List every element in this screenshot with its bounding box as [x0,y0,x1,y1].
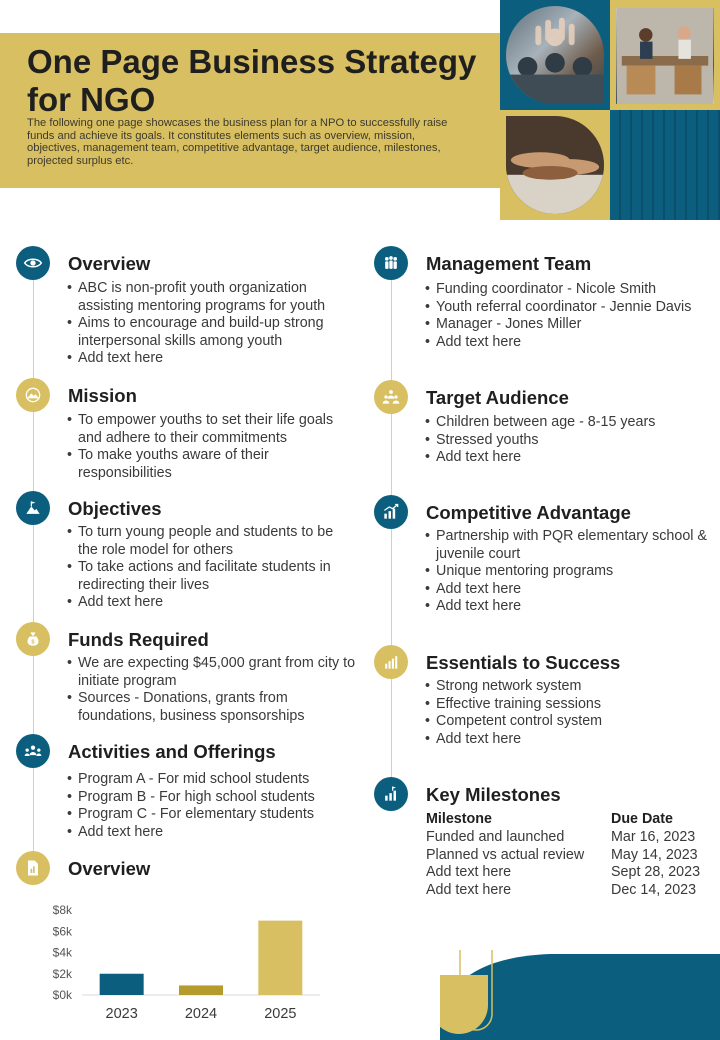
milestones-table [426,811,716,900]
milestone-cell: Planned vs actual review [426,846,585,863]
milestone-column-header: Milestone [426,811,492,827]
audience-icon [374,380,408,414]
objectives-title: Objectives [68,498,162,519]
list-item: • Children between age - 8-15 years [425,414,717,432]
list-item: • Add text here [67,824,357,842]
mission-list [67,412,352,482]
milestone-chart-icon [374,777,408,811]
list-item: • Competent control system [425,713,717,731]
stacked-hands-photo [506,116,604,214]
list-item: • Add text here [425,731,717,749]
due-date-column-header: Due Date [611,811,673,827]
page-subtitle: The following one page showcases the business plan for a NPO to successfully raise funds and achieve its goals. It constitutes elements such as overview, mission, objectives, management team, competitive advantage, target audience, milestones, projected surplus etc. [27,117,448,167]
target-audience-list [425,414,717,467]
table-header-row [426,811,716,829]
essentials-title: Essentials to Success [426,652,621,673]
objectives-list [67,524,352,612]
due-date-cell: Sept 28, 2023 [611,864,701,881]
right-timeline [391,262,392,797]
key-milestones-title: Key Milestones [426,784,561,805]
table-row [426,847,716,865]
list-item: • Add text here [67,594,352,612]
svg-text:$: $ [31,639,35,646]
mission-title: Mission [68,385,137,406]
team-icon [374,246,408,280]
competitive-advantage-list [425,528,719,616]
decorative-corner-shapes [440,950,720,1040]
list-item: • Program A - For mid school students [67,771,357,789]
management-team-list [425,281,717,351]
milestone-cell: Add text here [426,882,512,899]
list-item: • Stressed youths [425,432,717,450]
list-item: • To take actions and facilitate students in redirecting their lives [67,559,352,594]
list-item: • Add text here [67,350,347,368]
mountain-sun-icon [16,378,50,412]
y-tick-label: $6k [52,924,72,939]
y-tick-label: $4k [52,945,72,960]
table-row [426,829,716,847]
eye-icon [16,246,50,280]
x-tick-label: 2023 [105,1006,138,1022]
list-item: • Program B - For high school students [67,789,357,807]
people-network-icon [16,734,50,768]
chart-bar [258,921,302,995]
due-date-cell: Dec 14, 2023 [611,882,697,899]
list-item: • Add text here [425,334,717,352]
document-chart-icon [16,851,50,885]
y-tick-label: $8k [52,903,72,917]
list-item: • Funding coordinator - Nicole Smith [425,281,717,299]
list-item: • Partnership with PQR elementary school & juvenile court [425,528,719,563]
list-item: • Manager - Jones Miller [425,316,717,334]
bar-chart-icon [374,645,408,679]
list-item: • Add text here [425,598,719,616]
chart-overview-title: Overview [68,858,151,879]
funds-required-list [67,655,357,725]
milestone-cell: Add text here [426,864,512,881]
funding-bar-chart [40,900,340,1030]
table-row [426,864,716,882]
due-date-cell: May 14, 2023 [611,846,698,863]
activities-list [67,771,357,841]
list-item: • To empower youths to set their life goals and adhere to their commitments [67,412,352,447]
y-tick-label: $0k [52,988,72,1002]
list-item: • Add text here [425,581,719,599]
list-item: • Youth referral coordinator - Jennie Davis [425,299,717,317]
chart-bar [179,985,223,995]
list-item: • Sources - Donations, grants from foundations, business sponsorships [67,690,357,725]
y-tick-label: $2k [52,966,72,981]
list-item: • Program C - For elementary students [67,806,357,824]
management-team-title: Management Team [426,253,592,274]
left-timeline [33,262,34,872]
overview-list [67,280,347,368]
milestone-cell: Funded and launched [426,828,565,845]
page-title: One Page Business Strategy for NGO [27,43,477,118]
target-audience-title: Target Audience [426,387,569,408]
striped-decoration [610,110,720,220]
competitive-advantage-title: Competitive Advantage [426,502,631,523]
list-item: • Unique mentoring programs [425,563,719,581]
list-item: • Strong network system [425,678,717,696]
funds-required-title: Funds Required [68,629,209,650]
overview-title: Overview [68,253,151,274]
activities-title: Activities and Offerings [68,741,276,762]
list-item: • ABC is non-profit youth organization assisting mentoring programs for youth [67,280,347,315]
growth-chart-icon [374,495,408,529]
list-item: • To turn young people and students to be the role model for others [67,524,352,559]
volunteers-photo [616,8,714,104]
x-tick-label: 2025 [264,1006,297,1022]
flag-mountain-icon [16,491,50,525]
list-item: • To make youths aware of their responsibilities [67,447,352,482]
x-tick-label: 2024 [184,1006,218,1022]
essentials-list [425,678,717,748]
due-date-cell: Mar 16, 2023 [611,828,696,845]
money-bag-icon [16,622,50,656]
list-item: • We are expecting $45,000 grant from city to initiate program [67,655,357,690]
team-high-five-photo [506,6,604,104]
chart-bar [100,974,144,995]
table-row [426,882,716,900]
list-item: • Aims to encourage and build-up strong interpersonal skills among youth [67,315,347,350]
list-item: • Effective training sessions [425,696,717,714]
list-item: • Add text here [425,449,717,467]
